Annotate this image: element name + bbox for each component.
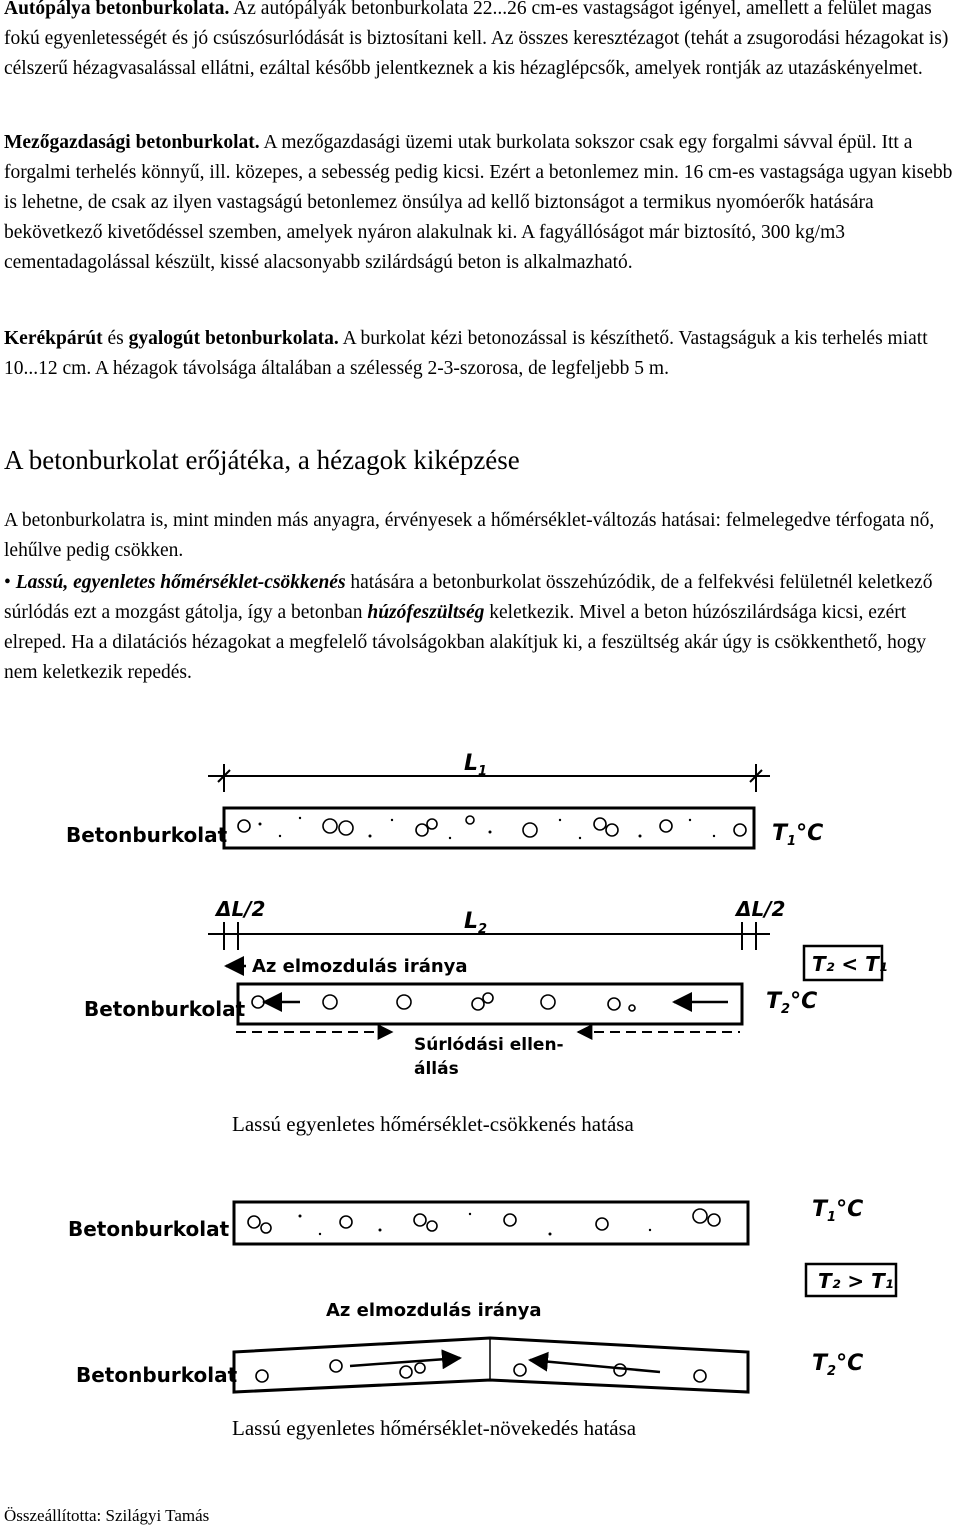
movement-label: Az elmozdulás iránya (326, 1300, 542, 1321)
paragraph-text: A burkolat kézi betonozással is készíthető. Vastagságuk a kis terhelés miatt 10...12 cm. A hézagok távolsága általában a szélesség 2-3-szorosa, de legfeljebb 5 m. (4, 328, 928, 379)
caption-figure-2: Lassú egyenletes hőmérséklet-növekedés hatása (232, 1416, 637, 1440)
paragraph-text: A mezőgazdasági üzemi utak burkolata sokszor csak egy forgalmi sávval épül. Itt a forgalmi terhelés könnyű, ill. közepes, a sebesség pedig kicsi. Ezért a betonlemez min. 16 cm-es vastagsága ugyan kisebb is lehetne, de csak az ilyen vastagságú betonlemez önsúlya ad kellő biztonságot a termikus nyomóerők hatására bekövetkező kivetődéssel szemben, amelyek nyáron alakulnak ki. A fagyállóságot már biztosító, 300 kg/m3 cementadagolással készült, kissé alacsonyabb szilárdságú beton is alkalmazható. (4, 132, 953, 273)
paragraph-kerekparut (4, 324, 956, 384)
intro-paragraph: A betonburkolatra is, mint minden más anyagra, érvényesek a hőmérséklet-változás hatásai: felmelegedve térfogata nő, lehűlve pedig csökken. (4, 510, 935, 561)
friction-label-2: állás (414, 1059, 459, 1079)
paragraph-title: Mezőgazdasági betonburkolat. (4, 132, 260, 153)
paragraph-title: Autópálya betonburkolata. (4, 0, 230, 19)
bullet-paragraph (4, 568, 956, 688)
temp-top: $T_1^\circ C$ (772, 821, 824, 849)
slab-top-label: Betonburkolat (68, 1217, 230, 1241)
movement-label: Az elmozdulás iránya (252, 956, 468, 977)
paragraph-autopalya (4, 0, 956, 84)
dimension-l1 (208, 751, 770, 792)
paragraph-title-2: gyalogút betonburkolata. (128, 328, 339, 349)
condition-label: T₂ > T₁ (818, 1269, 894, 1293)
figure-temperature-decrease (0, 740, 960, 1090)
caption-figure-1: Lassú egyenletes hőmérséklet-csökkenés hatása (232, 1112, 634, 1136)
paragraph-title: Kerékpárút (4, 328, 103, 349)
condition-label: T₂ < T₁ (812, 952, 888, 976)
slab-bottom-label: Betonburkolat (76, 1363, 238, 1387)
slab-top (234, 1202, 748, 1244)
temp-top: $T_1^\circ C$ (812, 1197, 864, 1225)
l1-label: $L_1$ (464, 751, 488, 779)
temp-bottom: $T_2^\circ C$ (766, 989, 818, 1017)
slab-top (224, 808, 754, 848)
slab-top-label: Betonburkolat (66, 823, 228, 847)
friction-label-1: Súrlódási ellen- (414, 1035, 564, 1055)
bullet-emphasis-2: húzófeszültség (367, 602, 485, 623)
slab-bottom-label: Betonburkolat (84, 997, 246, 1021)
slab-bottom (238, 984, 742, 1024)
half-right-label: ΔL/2 (736, 897, 786, 921)
paragraph-mezogazdasagi (4, 128, 956, 278)
paragraph-and: és (102, 328, 129, 349)
dimension-l2 (208, 897, 785, 950)
half-left-label: ΔL/2 (216, 897, 266, 921)
bullet-text-1: hatására a betonburkolat összehúzódik, de a felfekvési felületnél keletkező súrlódás ezt a mozgást gátolja, így a betonban (4, 572, 933, 623)
slab-bottom-buckled (234, 1338, 748, 1392)
temp-bottom: $T_2^\circ C$ (812, 1351, 864, 1379)
footer-author: Összeállította: Szilágyi Tamás (4, 1506, 210, 1525)
paragraph-text: Az autópályák betonburkolata 22...26 cm-es vastagságot igényel, amellett a felület magas fokú egyenletességét és jó csúszósurlódását is biztosítani kell. Az összes keresztézagot (tehát a zsugorodási hézagokat is) célszerű hézagvasalással ellátni, ezáltal később jelentkeznek a kis hézaglépcsők, amelyek rontják az utazáskényelmet. (4, 0, 949, 79)
figure-temperature-increase (0, 1180, 960, 1410)
bullet-emphasis: Lassú, egyenletes hőmérséklet-csökkenés (15, 572, 346, 593)
bullet-marker: • (4, 572, 11, 593)
section-heading: A betonburkolat erőjátéka, a hézagok kiképzése (4, 445, 520, 475)
bullet-text-2: keletkezik. Mivel a beton húzószilárdsága kicsi, ezért elreped. Ha a dilatációs hézagokat a megfelelő távolságokban alakítjuk ki, a feszültség akár úgy is csökkenthető, hogy nem keletkezik repedés. (4, 602, 927, 683)
l2-label: $L_2$ (464, 909, 488, 937)
